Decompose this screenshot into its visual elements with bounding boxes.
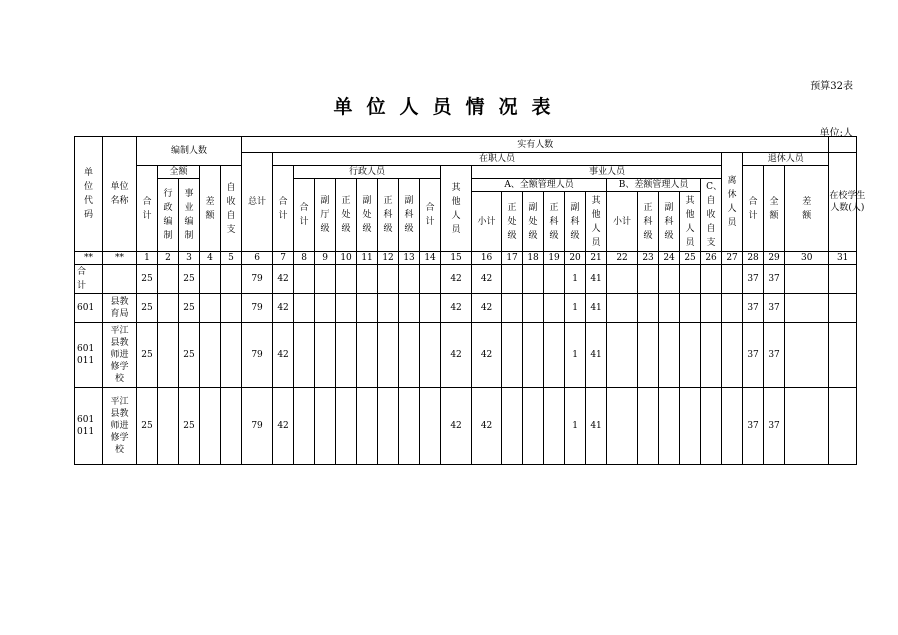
data-cell: 37 [743,323,764,388]
column-number: 18 [523,252,544,265]
personnel-table [74,136,866,465]
column-number: 8 [294,252,315,265]
data-cell [158,265,179,294]
data-cell [785,323,829,388]
data-cell: 41 [586,323,607,388]
header-a-other: 其他人员 [586,192,607,252]
header-inst-staff: 事业人员 [472,166,743,179]
data-cell: 25 [137,323,158,388]
column-number: 15 [441,252,472,265]
unit-code-cell: 601 011 [75,323,103,388]
data-cell [680,265,701,294]
data-cell: 37 [764,388,785,465]
unit-name-cell: 平江县教师进修学校 [103,388,137,465]
header-admin-total: 合计 [294,179,315,252]
column-number: 10 [336,252,357,265]
data-cell [315,294,336,323]
header-admin-staffing: 行政编制 [158,179,179,252]
column-number: 27 [722,252,743,265]
header-retired-full: 全额 [764,166,785,252]
header-students: 在校学生人数(人) [829,153,857,252]
data-cell [607,265,638,294]
data-cell [378,294,399,323]
data-cell [544,388,565,465]
data-cell: 25 [179,323,200,388]
data-cell [638,388,659,465]
data-cell [829,388,857,465]
data-cell [357,265,378,294]
data-cell [722,294,743,323]
data-cell: 42 [472,294,502,323]
header-retired-leave: 离休人员 [722,153,743,252]
data-cell [722,265,743,294]
column-number: 30 [785,252,829,265]
column-number: 5 [221,252,242,265]
header-full-funded: 全额 [158,166,200,179]
data-cell [200,388,221,465]
table-row [75,388,857,465]
header-self-funded: 自收自支 [221,166,242,252]
data-cell [722,323,743,388]
data-cell: 42 [441,265,472,294]
data-cell: 42 [441,294,472,323]
data-cell [659,294,680,323]
data-cell [378,265,399,294]
column-number: 12 [378,252,399,265]
data-cell [829,265,857,294]
data-cell: 42 [273,323,294,388]
data-cell [785,388,829,465]
data-cell: 1 [565,265,586,294]
data-cell [502,294,523,323]
data-cell [523,323,544,388]
data-cell [638,323,659,388]
data-cell: 41 [586,265,607,294]
data-cell [659,388,680,465]
data-cell [701,323,722,388]
column-number: 6 [242,252,273,265]
data-cell [502,388,523,465]
data-cell [701,294,722,323]
data-cell: 42 [472,323,502,388]
column-number: 31 [829,252,857,265]
data-cell: 37 [764,265,785,294]
data-cell: 79 [242,388,273,465]
data-cell: 25 [137,294,158,323]
data-cell: 25 [137,388,158,465]
data-cell: 1 [565,323,586,388]
data-cell: 37 [743,265,764,294]
column-number: 14 [420,252,441,265]
header-actual: 实有人数 [242,137,829,153]
data-cell [523,294,544,323]
column-number-row [75,252,857,265]
data-cell: 25 [179,294,200,323]
column-number: 13 [399,252,420,265]
data-cell [200,323,221,388]
header-b-subtotal: 小计 [607,192,638,252]
data-cell [294,323,315,388]
unit-name-cell: 县教育局 [103,294,137,323]
column-number: ** [75,252,103,265]
data-cell [200,265,221,294]
data-cell: 37 [743,388,764,465]
header-admin-other: 其他人员 [441,166,472,252]
data-cell: 1 [565,388,586,465]
header-retired-total: 合计 [743,166,764,252]
data-cell: 25 [179,388,200,465]
header-staffing: 编制人数 [137,137,242,166]
data-cell [420,323,441,388]
data-cell [701,265,722,294]
data-cell [523,388,544,465]
header-b-deputy-section: 副科级 [659,192,680,252]
header-unit-code: 单位代码 [75,137,103,252]
data-cell [502,265,523,294]
header-retired-diff: 差额 [785,166,829,252]
table-row [75,323,857,388]
column-number: 1 [137,252,158,265]
column-number: 21 [586,252,607,265]
unit-code-cell: 601 [75,294,103,323]
data-cell [336,323,357,388]
data-cell [544,294,565,323]
table-row [75,294,857,323]
data-cell [357,323,378,388]
data-cell [638,265,659,294]
header-inst-staffing: 事业编制 [179,179,200,252]
column-number: 20 [565,252,586,265]
data-cell: 25 [179,265,200,294]
data-cell [659,323,680,388]
column-number: 26 [701,252,722,265]
header-a-full: A、全额管理人员 [472,179,607,192]
column-number: 4 [200,252,221,265]
header-staffing-total: 合计 [137,166,158,252]
data-cell: 42 [273,388,294,465]
data-cell [659,265,680,294]
data-cell: 25 [137,265,158,294]
data-cell [315,265,336,294]
column-number: 25 [680,252,701,265]
page-title: 单位人员情况表 [333,96,565,118]
data-cell [680,323,701,388]
data-cell [378,323,399,388]
header-retired: 退休人员 [743,153,829,166]
data-cell [357,388,378,465]
data-cell [607,294,638,323]
column-number: 23 [638,252,659,265]
data-cell [158,388,179,465]
data-cell [722,388,743,465]
data-cell: 41 [586,294,607,323]
data-cell: 37 [764,294,785,323]
header-admin-staff: 行政人员 [294,166,441,179]
header-a-section: 正科级 [544,192,565,252]
data-cell: 37 [764,323,785,388]
data-cell [399,265,420,294]
table-row-total [75,265,857,294]
data-cell [638,294,659,323]
data-cell [315,388,336,465]
column-number: 28 [743,252,764,265]
column-number: 22 [607,252,638,265]
data-cell: 79 [242,265,273,294]
header-deputy-section: 副科级 [399,179,420,252]
data-cell [294,294,315,323]
header-total: 总计 [242,153,273,252]
column-number: 17 [502,252,523,265]
data-cell [680,294,701,323]
data-cell [336,294,357,323]
data-cell [399,323,420,388]
data-cell [221,265,242,294]
header-a-deputy-division: 副处级 [523,192,544,252]
header-a-deputy-section: 副科级 [565,192,586,252]
data-cell: 42 [441,388,472,465]
data-cell [420,294,441,323]
data-cell: 79 [242,323,273,388]
data-cell [420,265,441,294]
header-b-diff: B、差额管理人员 [607,179,701,192]
data-cell [336,388,357,465]
data-cell [221,294,242,323]
header-division: 正处级 [336,179,357,252]
data-cell [158,294,179,323]
header-in-service: 在职人员 [273,153,722,166]
data-cell [158,323,179,388]
column-number: 7 [273,252,294,265]
column-number: 24 [659,252,680,265]
data-cell [607,388,638,465]
data-cell [315,323,336,388]
data-cell [294,388,315,465]
data-cell: 42 [441,323,472,388]
header-b-section: 正科级 [638,192,659,252]
column-number: 16 [472,252,502,265]
header-inservice-total: 合计 [273,166,294,252]
data-cell [785,294,829,323]
unit-name-cell [103,265,137,294]
data-cell [399,294,420,323]
header-unit-name: 单位名称 [103,137,137,252]
unit-code-cell: 合计 [75,265,103,294]
data-cell: 42 [273,294,294,323]
header-a-division: 正处级 [502,192,523,252]
column-number: 29 [764,252,785,265]
unit-name-cell: 平江县教师进修学校 [103,323,137,388]
header-c-self: C、自收自支 [701,179,722,252]
data-cell [200,294,221,323]
data-cell: 37 [743,294,764,323]
header-blank-top [829,137,857,153]
data-cell [336,265,357,294]
data-cell [544,323,565,388]
data-cell [829,294,857,323]
data-cell [607,323,638,388]
data-cell [420,388,441,465]
column-number: 11 [357,252,378,265]
unit-label: 单位:人 [819,128,853,139]
unit-code-cell: 601 011 [75,388,103,465]
form-code: 预算32表 [810,81,853,92]
data-cell [701,388,722,465]
data-cell: 41 [586,388,607,465]
data-cell [523,265,544,294]
column-number: 19 [544,252,565,265]
header-a-subtotal: 小计 [472,192,502,252]
header-section: 正科级 [378,179,399,252]
data-cell [544,265,565,294]
header-inst-total: 合计 [420,179,441,252]
column-number: 3 [179,252,200,265]
data-cell [378,388,399,465]
header-deputy-division: 副处级 [357,179,378,252]
data-cell [502,323,523,388]
column-number: 2 [158,252,179,265]
data-cell [785,265,829,294]
data-cell: 42 [472,265,502,294]
header-deputy-dept: 副厅级 [315,179,336,252]
data-cell [294,265,315,294]
data-cell [829,323,857,388]
data-cell: 79 [242,294,273,323]
header-diff: 差额 [200,166,221,252]
data-cell: 42 [273,265,294,294]
column-number: 9 [315,252,336,265]
header-b-other: 其他人员 [680,192,701,252]
data-cell [680,388,701,465]
data-cell [221,388,242,465]
data-cell: 42 [472,388,502,465]
data-cell [357,294,378,323]
data-cell [399,388,420,465]
column-number: ** [103,252,137,265]
data-cell [221,323,242,388]
data-cell: 1 [565,294,586,323]
